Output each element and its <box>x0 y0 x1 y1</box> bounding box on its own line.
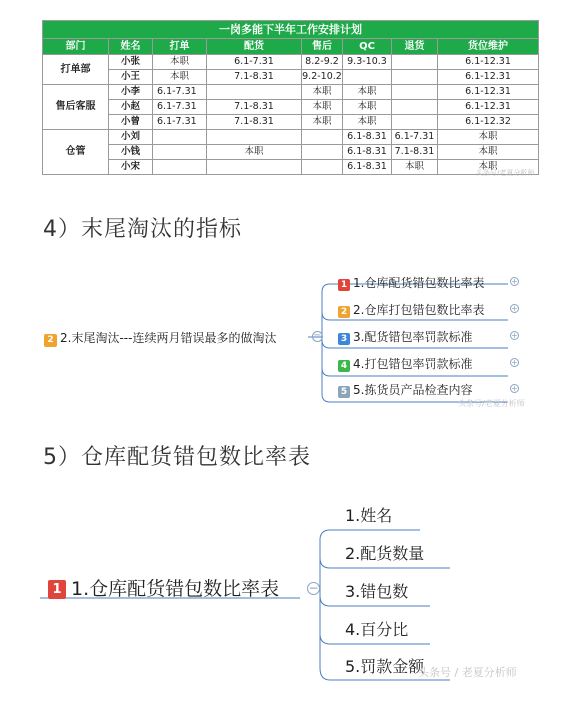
department-cell: 打单部 <box>43 55 109 85</box>
root-label: 2.末尾淘汰---连续两月错误最多的做淘汰 <box>60 331 277 345</box>
name-cell: 小赵 <box>109 100 153 115</box>
section-5-watermark: 头条号 / 老夏分析师 <box>418 666 517 679</box>
schedule-cell: 本职 <box>392 160 438 175</box>
schedule-cell: 本职 <box>343 85 392 100</box>
schedule-cell: 本职 <box>153 70 207 85</box>
child-label: 3.配货错包率罚款标准 <box>353 330 473 344</box>
expand-icon[interactable]: + <box>511 384 518 393</box>
child-label: 4.打包错包率罚款标准 <box>353 357 473 371</box>
table-title: 一岗多能下半年工作安排计划 <box>43 21 539 39</box>
collapse-icon[interactable]: − <box>308 581 319 595</box>
schedule-cell: 6.1-7.31 <box>392 130 438 145</box>
expand-icon[interactable]: + <box>511 331 518 340</box>
column-header: 打单 <box>153 39 207 55</box>
schedule-cell: 8.2-9.2 <box>302 55 343 70</box>
schedule-cell: 6.1-7.31 <box>153 100 207 115</box>
schedule-cell: 6.1-12.31 <box>438 70 539 85</box>
priority-2-icon: 2 <box>338 306 350 318</box>
expand-icon[interactable]: + <box>511 358 518 367</box>
schedule-cell: 本职 <box>343 100 392 115</box>
column-header: 货位维护 <box>438 39 539 55</box>
expand-icon[interactable]: + <box>511 277 518 286</box>
expand-icon[interactable]: + <box>511 304 518 313</box>
child-label: 2.仓库打包错包数比率表 <box>353 303 485 317</box>
ratio-child-node[interactable]: 3.错包数 <box>345 582 409 601</box>
schedule-cell: 本职 <box>207 145 302 160</box>
priority-5-icon: 5 <box>338 386 350 398</box>
schedule-cell: 6.1-7.31 <box>153 85 207 100</box>
department-cell: 仓管 <box>43 130 109 175</box>
schedule-cell: 6.1-12.31 <box>438 100 539 115</box>
collapse-icon[interactable]: − <box>313 330 322 341</box>
column-header: 配货 <box>207 39 302 55</box>
schedule-cell: 7.1-8.31 <box>207 70 302 85</box>
schedule-cell: 7.1-8.31 <box>392 145 438 160</box>
priority-4-icon: 4 <box>338 360 350 372</box>
ratio-child-node[interactable]: 5.罚款金额 <box>345 657 425 676</box>
column-header: 售后 <box>302 39 343 55</box>
schedule-cell: 6.1-12.31 <box>438 55 539 70</box>
priority-3-icon: 3 <box>338 333 350 345</box>
column-header: QC <box>343 39 392 55</box>
schedule-cell: 6.1-7.31 <box>207 55 302 70</box>
schedule-cell: 本职 <box>438 160 539 175</box>
priority-2-icon: 2 <box>44 334 57 347</box>
name-cell: 小曾 <box>109 115 153 130</box>
column-header: 部门 <box>43 39 109 55</box>
schedule-cell: 7.1-8.31 <box>207 115 302 130</box>
section-5-heading: 5）仓库配货错包数比率表 <box>43 445 311 470</box>
table-watermark: 头条号/老夏分析师 <box>476 169 535 177</box>
priority-1-icon: 1 <box>48 580 66 599</box>
schedule-cell: 9.3-10.3 <box>343 55 392 70</box>
ratio-root-node[interactable] <box>48 574 279 601</box>
name-cell: 小王 <box>109 70 153 85</box>
schedule-cell: 6.1-8.31 <box>343 145 392 160</box>
ratio-branch-1 <box>320 530 420 540</box>
name-cell: 小李 <box>109 85 153 100</box>
schedule-cell: 7.1-8.31 <box>207 100 302 115</box>
schedule-cell: 本职 <box>302 85 343 100</box>
child-label: 1.仓库配货错包数比率表 <box>353 276 485 290</box>
schedule-cell: 6.1-7.31 <box>153 115 207 130</box>
department-cell: 售后客服 <box>43 85 109 130</box>
schedule-cell: 6.1-8.31 <box>343 160 392 175</box>
schedule-cell: 6.1-8.31 <box>343 130 392 145</box>
ratio-child-node[interactable]: 4.百分比 <box>345 620 409 639</box>
name-cell: 小宋 <box>109 160 153 175</box>
column-header: 退货 <box>392 39 438 55</box>
child-label: 5.拣货员产品检查内容 <box>353 383 473 397</box>
ratio-child-node[interactable]: 1.姓名 <box>345 506 393 525</box>
schedule-cell: 9.2-10.2 <box>302 70 343 85</box>
name-cell: 小张 <box>109 55 153 70</box>
schedule-cell: 6.1-12.31 <box>438 85 539 100</box>
schedule-cell: 本职 <box>153 55 207 70</box>
schedule-cell: 本职 <box>302 100 343 115</box>
schedule-cell: 本职 <box>343 115 392 130</box>
schedule-cell: 本职 <box>438 130 539 145</box>
schedule-cell: 本职 <box>302 115 343 130</box>
schedule-cell: 6.1-12.32 <box>438 115 539 130</box>
ratio-child-node[interactable]: 2.配货数量 <box>345 544 425 563</box>
priority-1-icon: 1 <box>338 279 350 291</box>
schedule-cell: 本职 <box>438 145 539 160</box>
column-header: 姓名 <box>109 39 153 55</box>
ratio-root-label: 1.仓库配货错包数比率表 <box>71 578 280 600</box>
name-cell: 小刘 <box>109 130 153 145</box>
section-4-heading: 4）末尾淘汰的指标 <box>43 217 242 242</box>
section-4-watermark: 头条号/老夏分析师 <box>458 399 525 408</box>
name-cell: 小钱 <box>109 145 153 160</box>
